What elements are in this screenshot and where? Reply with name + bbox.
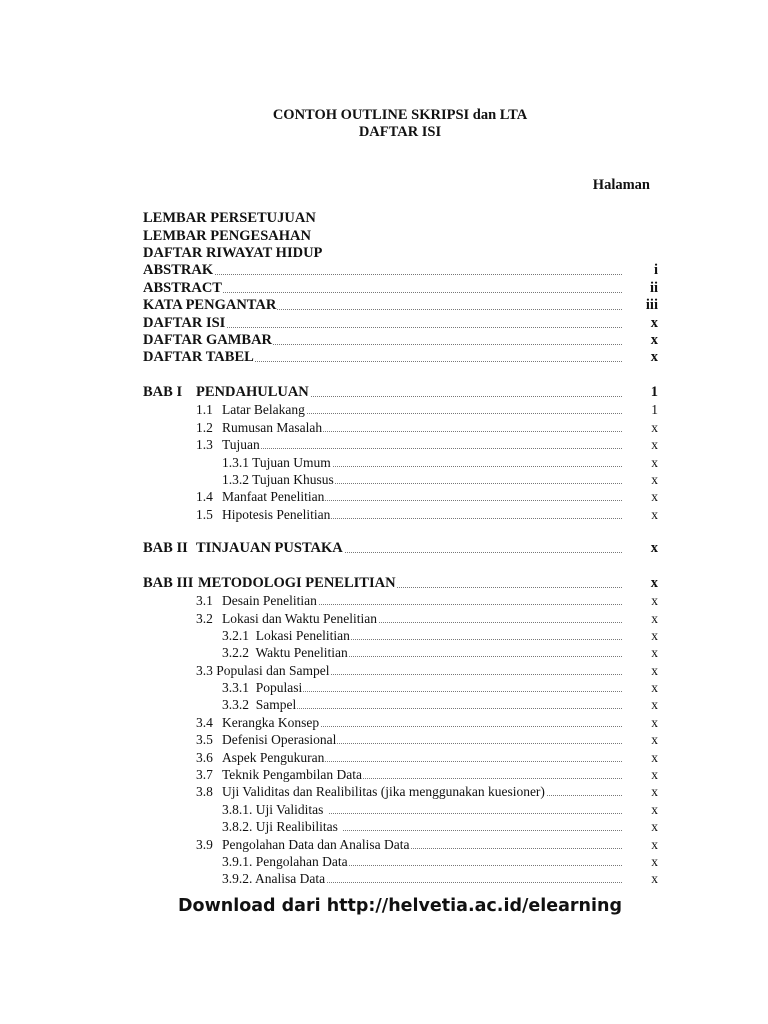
toc-section-number: 1.3	[196, 437, 213, 452]
toc-page-number: x	[651, 455, 658, 470]
toc-entry-label: 3.3 Populasi dan Sampel	[196, 663, 330, 678]
toc-entry-label: DAFTAR TABEL	[143, 349, 254, 365]
toc-entry[interactable]	[0, 679, 768, 696]
toc-entry-label-wrap	[143, 332, 273, 349]
dot-leader	[222, 448, 622, 449]
toc-entry-label: 3.8.1. Uji Validitas	[222, 802, 327, 817]
toc-entry[interactable]	[0, 731, 768, 748]
toc-page-number: x	[651, 593, 658, 608]
toc-page-number: 1	[651, 402, 658, 417]
toc-entry[interactable]	[0, 818, 768, 835]
document-subtitle: DAFTAR ISI	[358, 124, 442, 140]
toc-entry-label: Pengolahan Data dan Analisa Data	[222, 837, 410, 852]
toc-entry[interactable]	[0, 627, 768, 644]
toc-entry-label-wrap	[143, 228, 312, 245]
toc-section-number: 1.4	[196, 489, 213, 504]
toc-entry-label: PENDAHULUAN	[196, 384, 309, 400]
toc-section-number: 1.1	[196, 402, 213, 417]
toc-page-number: x	[650, 315, 658, 331]
toc-entry-label-wrap	[143, 210, 317, 227]
toc-entry-label: 3.3.2 Sampel	[222, 697, 297, 712]
toc-page-number: x	[651, 715, 658, 730]
toc-entry-label: 3.8.2. Uji Realibilitas	[222, 819, 342, 834]
toc-entry-label-wrap	[222, 853, 349, 870]
dot-leader	[143, 274, 622, 275]
toc-entry-label: Desain Penelitian	[222, 593, 317, 608]
toc-entry-label-wrap	[143, 262, 214, 279]
toc-entry[interactable]	[0, 436, 768, 453]
toc-entry-label: Uji Validitas dan Realibilitas (jika menggunakan kuesioner)	[222, 784, 545, 799]
toc-entry[interactable]	[0, 262, 768, 279]
toc-entry[interactable]	[0, 419, 768, 436]
toc-section-number: 1.2	[196, 420, 213, 435]
toc-entry[interactable]	[0, 801, 768, 818]
page-column-header: Halaman	[592, 177, 650, 193]
toc-entry[interactable]	[0, 592, 768, 609]
toc-section-number: 3.9	[196, 837, 213, 852]
toc-entry-label-wrap	[222, 731, 337, 748]
toc-entry[interactable]	[0, 471, 768, 488]
toc-page-number: x	[651, 489, 658, 504]
toc-entry-label: 3.3.1 Populasi	[222, 680, 303, 695]
toc-page-number: x	[651, 420, 658, 435]
toc-page-number: x	[651, 767, 658, 782]
toc-chapter-number: BAB III	[143, 575, 194, 591]
toc-entry-label-wrap	[143, 297, 277, 314]
toc-section-number: 3.1	[196, 593, 213, 608]
toc-page-number: x	[651, 802, 658, 817]
toc-entry[interactable]	[0, 401, 768, 418]
toc-section-number: 1.5	[196, 507, 213, 522]
toc-entry-label: Latar Belakang	[222, 402, 305, 417]
toc-entry-label-wrap	[222, 818, 342, 835]
toc-entry-label: 1.3.2 Tujuan Khusus	[222, 472, 334, 487]
toc-section-number: 3.5	[196, 732, 213, 747]
toc-entry[interactable]	[0, 575, 768, 592]
toc-section-number: 3.2	[196, 611, 213, 626]
toc-entry[interactable]	[0, 749, 768, 766]
toc-entry-label-wrap	[222, 471, 335, 488]
toc-entry-label-wrap	[222, 644, 349, 661]
toc-entry[interactable]	[0, 297, 768, 314]
toc-page-number: x	[650, 575, 658, 591]
toc-entry-label-wrap	[143, 349, 255, 366]
toc-page-number: x	[651, 663, 658, 678]
toc-entry-label-wrap	[222, 627, 351, 644]
toc-entry-label: LEMBAR PERSETUJUAN	[143, 210, 316, 226]
toc-page-number: x	[651, 854, 658, 869]
toc-entry[interactable]	[0, 662, 768, 679]
toc-page-number: x	[651, 732, 658, 747]
toc-entry-label: Lokasi dan Waktu Penelitian	[222, 611, 378, 626]
toc-section-number: 3.6	[196, 750, 213, 765]
toc-entry[interactable]	[0, 766, 768, 783]
toc-entry-label-wrap	[143, 315, 226, 332]
toc-page-number: x	[651, 697, 658, 712]
toc-entry[interactable]	[0, 610, 768, 627]
toc-entry-label: Aspek Pengukuran	[222, 750, 325, 765]
toc-page-number: x	[650, 349, 658, 365]
download-footer-link[interactable]: Download dari http://helvetia.ac.id/elearning	[178, 896, 622, 916]
toc-page-number: x	[651, 680, 658, 695]
toc-entry-label-wrap	[222, 506, 331, 523]
toc-section-number: 3.4	[196, 715, 213, 730]
toc-entry-label: TINJAUAN PUSTAKA	[196, 540, 343, 556]
toc-entry-label: ABSTRAK	[143, 262, 214, 278]
toc-entry-label: Kerangka Konsep	[222, 715, 320, 730]
toc-entry-label: DAFTAR GAMBAR	[143, 332, 273, 348]
toc-page-number: x	[651, 750, 658, 765]
toc-entry-label-wrap	[222, 714, 320, 731]
toc-entry[interactable]	[0, 540, 768, 557]
toc-section-number: 3.7	[196, 767, 213, 782]
toc-entry-label-wrap	[222, 766, 363, 783]
toc-page-number: x	[650, 332, 658, 348]
toc-entry-label: Teknik Pengambilan Data	[222, 767, 363, 782]
toc-page-number: x	[651, 611, 658, 626]
toc-entry[interactable]	[0, 853, 768, 870]
toc-entry-label-wrap	[196, 540, 344, 557]
toc-entry-label: DAFTAR RIWAYAT HIDUP	[143, 245, 323, 261]
toc-entry-label: KATA PENGANTAR	[143, 297, 277, 313]
toc-entry-label-wrap	[222, 870, 326, 887]
toc-page-number: iii	[645, 297, 658, 313]
toc-entry-label: 3.2.2 Waktu Penelitian	[222, 645, 348, 660]
toc-page-number: x	[651, 628, 658, 643]
toc-page-number: x	[651, 837, 658, 852]
toc-page-number: ii	[649, 280, 658, 296]
toc-entry-label-wrap	[222, 436, 261, 453]
toc-entry-label: Hipotesis Penelitian	[222, 507, 331, 522]
toc-entry[interactable]	[0, 228, 768, 245]
toc-entry[interactable]	[0, 644, 768, 661]
toc-entry[interactable]	[0, 384, 768, 401]
toc-entry-label-wrap	[222, 783, 546, 800]
toc-entry-label-wrap	[222, 419, 323, 436]
toc-entry-label: Defenisi Operasional	[222, 732, 337, 747]
toc-entry[interactable]	[0, 332, 768, 349]
toc-entry-label-wrap	[222, 592, 318, 609]
toc-entry-label-wrap	[222, 801, 328, 818]
toc-entry[interactable]	[0, 696, 768, 713]
toc-page-number: x	[651, 645, 658, 660]
toc-entry-label: Tujuan	[222, 437, 260, 452]
toc-page-number: x	[650, 540, 658, 556]
toc-entry-label: 3.9.2. Analisa Data	[222, 871, 326, 886]
toc-entry-label-wrap	[143, 280, 223, 297]
toc-entry-label: Rumusan Masalah	[222, 420, 323, 435]
toc-entry-label-wrap	[222, 696, 297, 713]
toc-entry-label: 3.2.1 Lokasi Penelitian	[222, 628, 350, 643]
toc-entry-label-wrap	[222, 836, 410, 853]
toc-entry-label-wrap	[222, 749, 325, 766]
toc-section-number: 3.8	[196, 784, 213, 799]
toc-entry-label-wrap	[222, 401, 306, 418]
toc-entry[interactable]	[0, 349, 768, 366]
toc-entry[interactable]	[0, 454, 768, 471]
toc-page-number: x	[651, 507, 658, 522]
document-title: CONTOH OUTLINE SKRIPSI dan LTA	[272, 107, 528, 123]
toc-entry[interactable]	[0, 836, 768, 853]
toc-page-number: 1	[650, 384, 658, 400]
toc-entry[interactable]	[0, 783, 768, 800]
toc-entry-label: Manfaat Penelitian	[222, 489, 325, 504]
toc-entry-label-wrap	[198, 575, 397, 592]
toc-entry-label: DAFTAR ISI	[143, 315, 226, 331]
toc-page-number: x	[651, 871, 658, 886]
toc-entry-label: 3.9.1. Pengolahan Data	[222, 854, 348, 869]
toc-entry-label: ABSTRACT	[143, 280, 222, 296]
toc-entry-label-wrap	[222, 454, 332, 471]
toc-page-number: x	[651, 472, 658, 487]
toc-entry-label: METODOLOGI PENELITIAN	[198, 575, 396, 591]
toc-entry[interactable]	[0, 315, 768, 332]
toc-entry[interactable]	[0, 488, 768, 505]
toc-entry[interactable]	[0, 245, 768, 262]
toc-entry-label-wrap	[196, 384, 310, 401]
toc-entry-label: LEMBAR PENGESAHAN	[143, 228, 311, 244]
toc-entry-label-wrap	[143, 245, 323, 262]
toc-page-number: x	[651, 784, 658, 799]
toc-entry-label-wrap	[222, 610, 378, 627]
toc-entry[interactable]	[0, 210, 768, 227]
toc-page-number: i	[653, 262, 658, 278]
toc-entry[interactable]	[0, 506, 768, 523]
toc-entry-label-wrap	[222, 679, 303, 696]
toc-chapter-number: BAB I	[143, 384, 183, 400]
toc-entry[interactable]	[0, 870, 768, 887]
toc-entry-label: 1.3.1 Tujuan Umum	[222, 455, 331, 470]
toc-page-number: x	[651, 819, 658, 834]
toc-page-number: x	[651, 437, 658, 452]
toc-entry-label-wrap	[196, 662, 331, 679]
toc-entry[interactable]	[0, 280, 768, 297]
toc-chapter-number: BAB II	[143, 540, 188, 556]
toc-entry[interactable]	[0, 714, 768, 731]
toc-entry-label-wrap	[222, 488, 325, 505]
